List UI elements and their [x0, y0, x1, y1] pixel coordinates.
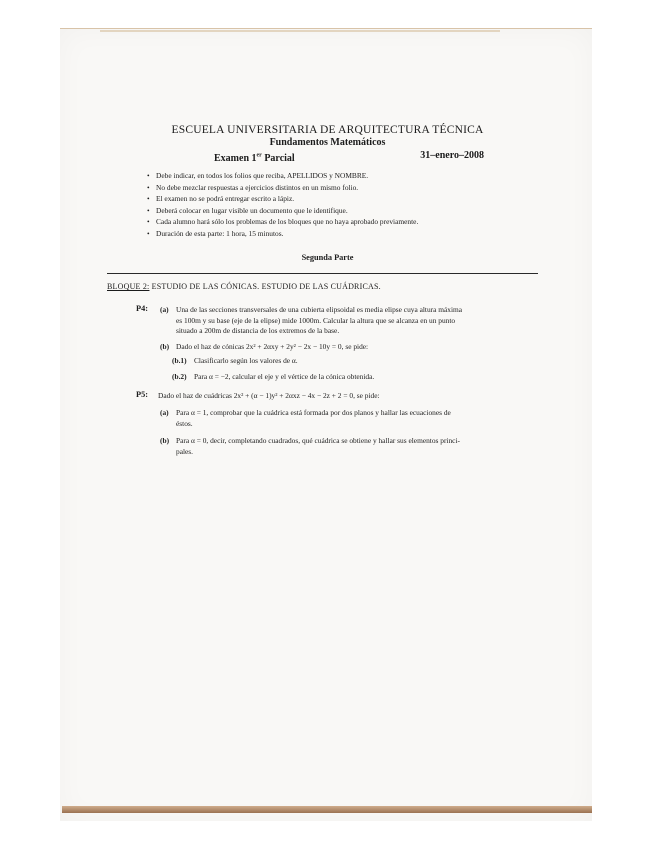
subject-name: Fundamentos Matemáticos: [269, 137, 386, 148]
p4-a-text: [176, 305, 536, 337]
part-title: Segunda Parte: [301, 253, 354, 262]
rule-item: • Deberá colocar en lugar visible un documento que le identifique.: [147, 205, 517, 217]
p5-a-label: (a): [160, 408, 169, 417]
rule-item: • No debe mezclar respuestas a ejercicios distintos en un mismo folio.: [147, 182, 517, 194]
p5-b-line: pales.: [176, 446, 194, 456]
rules-list: [147, 170, 517, 240]
exam-line: [214, 150, 484, 165]
block-title: [107, 282, 381, 291]
p4-b2-label: (b.2): [172, 372, 187, 381]
paper-bottom-edge: [62, 806, 592, 813]
problem-5-number: P5:: [136, 390, 148, 399]
exam-header: [0, 124, 655, 149]
rule-item: • El examen no se podrá entregar escrito a lápiz.: [147, 193, 517, 205]
p4-a-line: Una de las secciones transversales de una cubierta elipsoidal es media elipse cuya altura máxima: [176, 305, 463, 314]
problem-4-number: P4:: [136, 304, 148, 313]
p5-a-line: éstos.: [176, 418, 193, 428]
p5-intro: Dado el haz de cuádricas 2x² + (α − 1)y² + 2αxz − 4x − 2z + 2 = 0, se pide:: [158, 391, 380, 400]
rule-item: • Duración de esta parte: 1 hora, 15 minutos.: [147, 228, 517, 240]
p4-b1-label: (b.1): [172, 356, 187, 365]
p4-b1-text: Clasificarlo según los valores de α.: [194, 356, 298, 365]
p5-a-text: [176, 408, 536, 429]
block-label: BLOQUE 2:: [107, 282, 150, 291]
p5-b-text: [176, 436, 536, 457]
rule-item: • Cada alumno hará sólo los problemas de los bloques que no haya aprobado previamente.: [147, 216, 517, 228]
p5-b-line: Para α = 0, decir, completando cuadrados, qué cuádrica se obtiene y hallar sus elementos princi-: [176, 436, 460, 445]
p4-b2-text: Para α = −2, calcular el eje y el vértice de la cónica obtenida.: [194, 372, 375, 381]
p5-b-label: (b): [160, 436, 170, 445]
p4-a-line: situado a 200m de distancia de los extremos de la base.: [176, 326, 340, 336]
exam-title: [214, 153, 295, 164]
p4-b-label: (b): [160, 342, 170, 351]
exam-title-prefix: Examen 1: [214, 153, 257, 165]
exam-title-suffix: Parcial: [261, 153, 295, 165]
exam-title-sup: er: [256, 153, 262, 159]
p5-a-line: Para α = 1, comprobar que la cuádrica está formada por dos planos y hallar las ecuaciones de: [176, 408, 451, 417]
p4-a-line: es 100m y su base (eje de la elipse) mide 1000m. Calcular la altura que se alcanza en un punto: [176, 315, 456, 325]
rule-item: • Debe indicar, en todos los folios que reciba, APELLIDOS y NOMBRE.: [147, 170, 517, 182]
p4-a-label: (a): [160, 305, 169, 314]
p4-b-text: Dado el haz de cónicas 2x² + 2αxy + 2y² − 2x − 10y = 0, se pide:: [176, 342, 369, 351]
exam-date: 31–enero–2008: [420, 150, 484, 161]
block-heading: ESTUDIO DE LAS CÓNICAS. ESTUDIO DE LAS CUÁDRICAS.: [149, 282, 381, 291]
school-name: ESCUELA UNIVERSITARIA DE ARQUITECTURA TÉCNICA: [171, 124, 484, 136]
divider: [107, 273, 538, 274]
paper-top-edge: [100, 30, 500, 32]
